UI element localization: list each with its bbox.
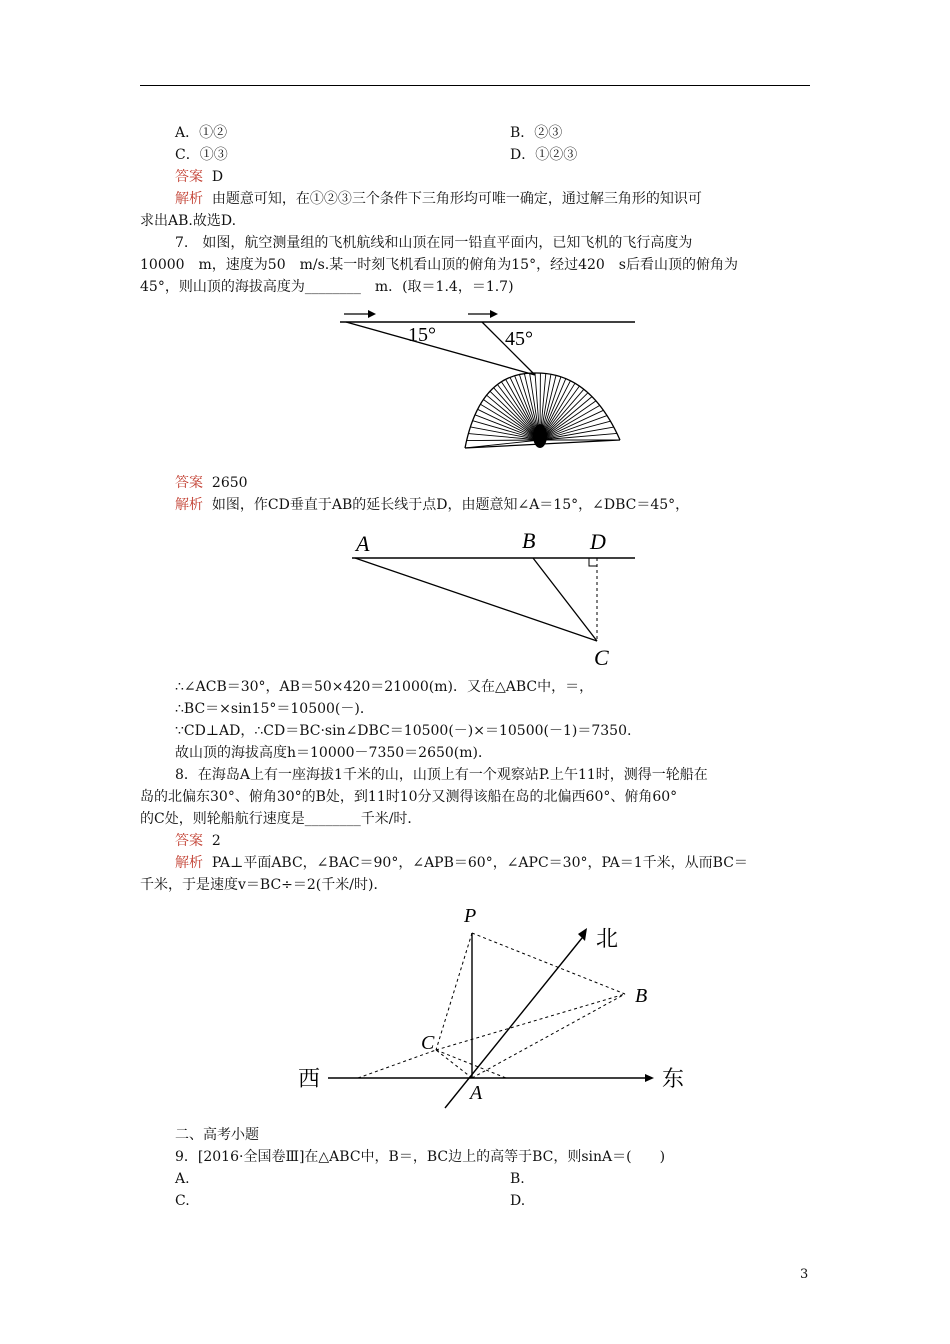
q6-option-a: A．①② — [175, 125, 228, 141]
angle-45-label: 45° — [505, 328, 533, 350]
point-c-label: C — [421, 1032, 435, 1054]
header-rule — [140, 85, 810, 86]
analysis-text: PA⊥平面ABC，∠BAC＝90°，∠APB＝60°，∠APC＝30°，PA＝1千米，从而BC＝ — [211, 855, 748, 871]
point-b-label: B — [635, 985, 648, 1007]
point-b-label: B — [522, 528, 536, 553]
q8-line1: 8．在海岛A上有一座海拔1千米的山，山顶上有一个观察站P.上午11时，测得一轮船在 — [175, 767, 708, 783]
q8-answer — [175, 830, 221, 852]
point-c-label: C — [594, 645, 609, 670]
analysis-text: 如图，作CD垂直于AB的延长线于点D，由题意知∠A＝15°，∠DBC＝45°， — [211, 497, 690, 513]
answer-label: 答案 — [175, 833, 203, 849]
q7-step2: ∴BC＝×sin15°＝10500(－)． — [175, 701, 374, 717]
answer-value: 2 — [211, 833, 221, 849]
east-label: 东 — [662, 1067, 685, 1092]
q9-stem: 9．[2016·全国卷Ⅲ]在△ABC中，B＝，BC边上的高等于BC，则sinA＝( ) — [175, 1149, 666, 1165]
point-d-label: D — [590, 529, 606, 554]
q6-answer — [175, 166, 223, 188]
q7-line1: 7. 如图，航空测量组的飞机航线和山顶在同一铅直平面内，已知飞机的飞行高度为 — [175, 235, 693, 251]
q6-analysis — [175, 188, 702, 210]
page-number: 3 — [800, 1267, 809, 1282]
west-label: 西 — [298, 1067, 321, 1092]
mountain-hatch-line — [467, 440, 540, 441]
q8-analysis — [175, 852, 748, 874]
point-a-label: A — [470, 1082, 483, 1104]
q7-line2: 10000 m，速度为50 m/s.某一时刻飞机看山顶的俯角为15°，经过420 s后看山顶的俯角为 — [140, 257, 738, 273]
q7-step1: ∴∠ACB＝30°，AB＝50×420＝21000(m)．又在△ABC中，＝， — [175, 679, 594, 695]
analysis-label: 解析 — [175, 191, 203, 207]
analysis-text: 由题意可知，在①②③三个条件下三角形均可唯一确定，通过解三角形的知识可 — [211, 191, 702, 207]
answer-label: 答案 — [175, 169, 203, 185]
section-title: 二、高考小题 — [175, 1127, 259, 1143]
point-a-label: A — [356, 531, 370, 556]
q8-analysis-cont: 千米，于是速度v＝BC÷＝2(千米/时)． — [140, 877, 388, 893]
mountain-figure — [330, 300, 650, 465]
q7-analysis — [175, 494, 689, 516]
angle-15-label: 15° — [408, 324, 436, 346]
answer-value: 2650 — [211, 475, 248, 491]
point-p-label: P — [464, 905, 477, 927]
q6-option-d: D．①②③ — [510, 147, 578, 163]
analysis-label: 解析 — [175, 497, 203, 513]
q9-option-a: A. — [175, 1171, 190, 1187]
answer-value: D — [211, 169, 224, 185]
q7-line3: 45°，则山顶的海拔高度为________ m．(取＝1.4，＝1.7) — [140, 279, 514, 295]
q9-option-d: D. — [510, 1193, 526, 1209]
mountain-hatch-line — [465, 440, 540, 448]
q9-option-b: B. — [510, 1171, 525, 1187]
q7-answer — [175, 472, 248, 494]
q9-option-c: C. — [175, 1193, 190, 1209]
q6-option-c: C．①③ — [175, 147, 228, 163]
answer-label: 答案 — [175, 475, 203, 491]
q6-option-b: B．②③ — [510, 125, 563, 141]
q8-line2: 岛的北偏东30°、俯角30°的B处，到11时10分又测得该船在岛的北偏西60°、俯角60° — [140, 789, 678, 805]
triangle-figure — [350, 525, 650, 670]
q7-step3: ∵CD⊥AD，∴CD＝BC·sin∠DBC＝10500(－)×＝10500(－1)＝7350. — [175, 723, 632, 739]
analysis-label: 解析 — [175, 855, 203, 871]
q7-step4: 故山顶的海拔高度h＝10000－7350＝2650(m)． — [175, 745, 493, 761]
north-label: 北 — [596, 927, 619, 952]
q6-analysis-cont: 求出AB.故选D. — [140, 213, 237, 229]
compass-figure — [290, 898, 695, 1118]
q8-line3: 的C处，则轮船航行速度是________千米/时． — [140, 811, 422, 827]
